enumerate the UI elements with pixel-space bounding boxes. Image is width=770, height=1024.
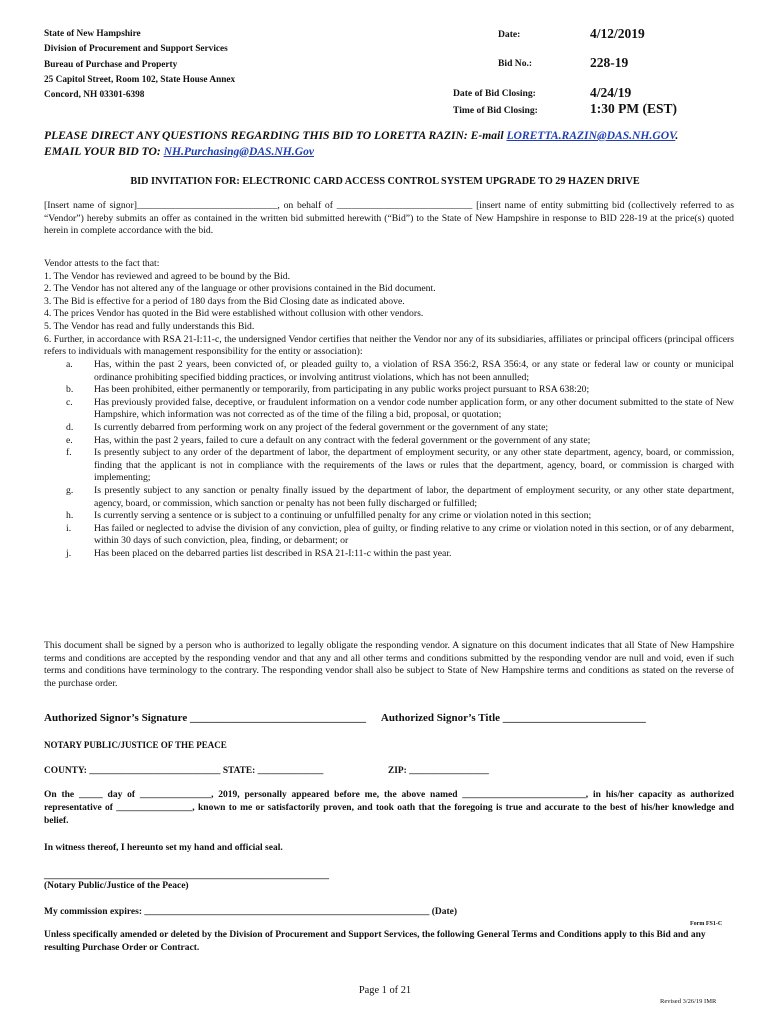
closing-date-value: 4/24/19: [590, 85, 632, 100]
county-state-zip-row: [44, 765, 734, 778]
attest-item-6: 6. Further, in accordance with RSA 21-I:11-c, the undersigned Vendor certifies that neither the Vendor nor any of its subsidiaries, affiliates or principal officers (principal officers refers to individuals with management responsibility for the entity or association):: [44, 333, 734, 358]
submit-text: EMAIL YOUR BID TO:: [44, 144, 164, 158]
commission-label: My commission expires:: [44, 907, 145, 917]
questions-suffix: .: [675, 129, 679, 142]
bid-title: BID INVITATION FOR: ELECTRONIC CARD ACCESS CONTROL SYSTEM UPGRADE TO 29 HAZEN DRIVE: [130, 176, 640, 187]
item-text: Has been prohibited, either permanently or temporarily, from participating in any public works project pursuant to RSA 638:20;: [94, 384, 590, 396]
list-item: [44, 435, 734, 448]
address-line: Division of Procurement and Support Services: [44, 44, 228, 55]
bid-no-value: 228-19: [590, 55, 629, 70]
address-line: Bureau of Purchase and Property: [44, 59, 178, 70]
submit-email-link[interactable]: NH.Purchasing@DAS.NH.Gov: [163, 144, 315, 158]
item-text: Has, within the past 2 years, been convicted of, or pleaded guilty to, a violation of RSA 356:2, RSA 356:4, or any state or federal law or county or municipal ordinance prohibiting specified bidding practices, or involving antitrust violations, which has not been annulled;: [94, 359, 734, 383]
attest-item: 2. The Vendor has not altered any of the language or other provisions contained in the Bid document.: [44, 283, 436, 295]
item-text: Is currently debarred from performing work on any project of the federal government or the government of any state;: [94, 421, 549, 433]
item-letter: h.: [66, 510, 74, 522]
date-value: 4/12/2019: [590, 26, 645, 41]
address-line: 25 Capitol Street, Room 102, State House Annex: [44, 74, 236, 85]
questions-email-link[interactable]: LORETTA.RAZIN@DAS.NH.GOV: [506, 129, 676, 142]
address-line: Concord, NH 03301-6398: [44, 90, 145, 101]
notary-heading: NOTARY PUBLIC/JUSTICE OF THE PEACE: [44, 740, 227, 750]
form-number: Form FS1-C: [690, 921, 723, 927]
list-item: [44, 485, 734, 510]
witness-statement: In witness thereof, I hereunto set my hand and official seal.: [44, 843, 283, 853]
list-item: [44, 523, 734, 548]
item-letter: g.: [66, 484, 74, 496]
questions-text: PLEASE DIRECT ANY QUESTIONS REGARDING THIS BID TO LORETTA RAZIN: E-mail: [44, 129, 507, 142]
signor-title-field[interactable]: __________________________: [502, 712, 646, 724]
date-label: Date:: [498, 29, 521, 40]
item-text: Is currently serving a sentence or is subject to a continuing or unfulfilled penalty for any crime or violation noted in this section;: [94, 510, 592, 522]
county-label: COUNTY:: [44, 766, 87, 776]
item-letter: e.: [66, 434, 73, 446]
signor-signature-field[interactable]: ________________________________: [189, 712, 366, 724]
item-text: Has, within the past 2 years, failed to cure a default on any contract with the federal government or the government of any state;: [94, 434, 591, 446]
terms-notice: Unless specifically amended or deleted by the Division of Procurement and Support Services, the following General Terms and Conditions apply to this Bid and any resulting Purchase Order or Contract.: [44, 930, 706, 953]
item-letter: d.: [66, 421, 74, 433]
list-item: [44, 397, 734, 422]
page-number: Page 1 of 21: [358, 985, 412, 996]
submit-line: [44, 144, 744, 160]
item-text: Has previously provided false, deceptive, or fraudulent information on a vendor code number application form, or any other document submitted to the state of New Hampshire, which information was not corrected as of the time of the filing a bid, proposal, or quotation;: [94, 396, 734, 421]
item-letter: a.: [66, 359, 73, 370]
signor-signature-label: Authorized Signor’s Signature: [44, 712, 188, 724]
intro-paragraph: [Insert name of signor]_____________________________, on behalf of ____________________________ [insert name of entity submitting bid (collectively referred to as “Vendor”) hereby submits an offer as contained in the written bid submitted herewith (“Bid”) to the State of New Hampshire in response to BID 228-19 at the price(s) quoted herein in complete accordance with the bid.: [44, 200, 734, 237]
zip-field[interactable]: _________________: [409, 766, 489, 776]
questions-line: [44, 128, 744, 144]
certification-subitems: [44, 359, 734, 561]
closing-paragraph: This document shall be signed by a person who is authorized to legally obligate the responding vendor. A signature on this document indicates that all State of New Hampshire terms and conditions are accepted by the responding vendor and that any and all other terms and conditions submitted by the responding vendor are null and void, even if such terms and conditions have terminology to the contrary. The responding vendor shall also be subject to State of New Hampshire terms and conditions as stated on the reverse of the purchase order.: [44, 640, 734, 689]
list-item: [44, 359, 734, 384]
attest-lead: Vendor attests to the fact that:: [44, 258, 160, 269]
revision-note: Revised 3/26/19 IMR: [660, 998, 717, 1005]
zip-label: ZIP:: [387, 766, 407, 776]
attest-item: 3. The Bid is effective for a period of 180 days from the Bid Closing date as indicated above.: [44, 295, 405, 307]
commission-date-field[interactable]: ____________________________________________________________: [144, 907, 430, 917]
state-label: STATE:: [222, 766, 256, 776]
commission-date-suffix: (Date): [429, 907, 458, 917]
item-text: Has been placed on the debarred parties list described in RSA 21-I:11-c within the past year.: [94, 547, 452, 559]
item-letter: b.: [66, 384, 74, 396]
signature-row: [44, 711, 734, 726]
attest-item: 5. The Vendor has read and fully understands this Bid.: [44, 320, 255, 332]
list-item: [44, 447, 734, 485]
signor-title-label: Authorized Signor’s Title: [380, 712, 501, 724]
item-letter: j.: [66, 547, 72, 559]
list-item: [44, 510, 734, 523]
item-text: Is presently subject to any order of the department of labor, the department of employment security, or any other state department, agency, board, or commission, finding that the applicant is not in compliance with the requirements of the laws or rules that the department, agency, board, or commission is charged with implementing;: [94, 447, 734, 484]
attest-item: 1. The Vendor has reviewed and agreed to be bound by the Bid.: [44, 270, 291, 282]
oath-paragraph: On the _____ day of _______________, 2019, personally appeared before me, the above named __________________________, in his/her capacity as authorized representative of ________________, known to me or satisfactorily proven, and took oath that the foregoing is true and accurate to the best of his/her knowledge and belief.: [44, 790, 734, 826]
list-item: [44, 548, 734, 561]
attestation-list: [44, 258, 734, 359]
closing-time-label: Time of Bid Closing:: [453, 105, 538, 116]
contact-instructions: [44, 128, 744, 159]
attest-item: 4. The prices Vendor has quoted in the Bid were established without collusion with other vendors.: [44, 308, 424, 320]
bid-no-label: Bid No.:: [498, 58, 533, 69]
item-letter: i.: [66, 522, 72, 534]
agency-address-block: [44, 27, 374, 103]
list-item: [44, 422, 734, 435]
item-letter: c.: [66, 396, 73, 408]
closing-time-value: 1:30 PM (EST): [590, 101, 677, 116]
closing-date-label: Date of Bid Closing:: [453, 88, 536, 99]
notary-signature-caption: (Notary Public/Justice of the Peace): [44, 881, 189, 891]
item-text: Is presently subject to any sanction or penalty finally issued by the department of labor, the department of employment security, or any other state department, agency, board, or commission, which sanction or penalty has not been fully discharged or fulfilled;: [94, 484, 734, 509]
county-field[interactable]: ____________________________: [89, 766, 221, 776]
item-letter: f.: [66, 447, 72, 459]
notary-signature-field[interactable]: ____________________________________________________________: [44, 871, 329, 881]
address-line: State of New Hampshire: [44, 29, 141, 39]
item-text: Has failed or neglected to advise the division of any conviction, plea of guilty, or finding relative to any crime or violation noted in this section, or of any debarment, within 30 days of such conviction, plea, finding, or debarment; or: [94, 522, 734, 547]
state-field[interactable]: ______________: [257, 766, 324, 776]
commission-row: [44, 906, 457, 919]
list-item: [44, 384, 734, 397]
